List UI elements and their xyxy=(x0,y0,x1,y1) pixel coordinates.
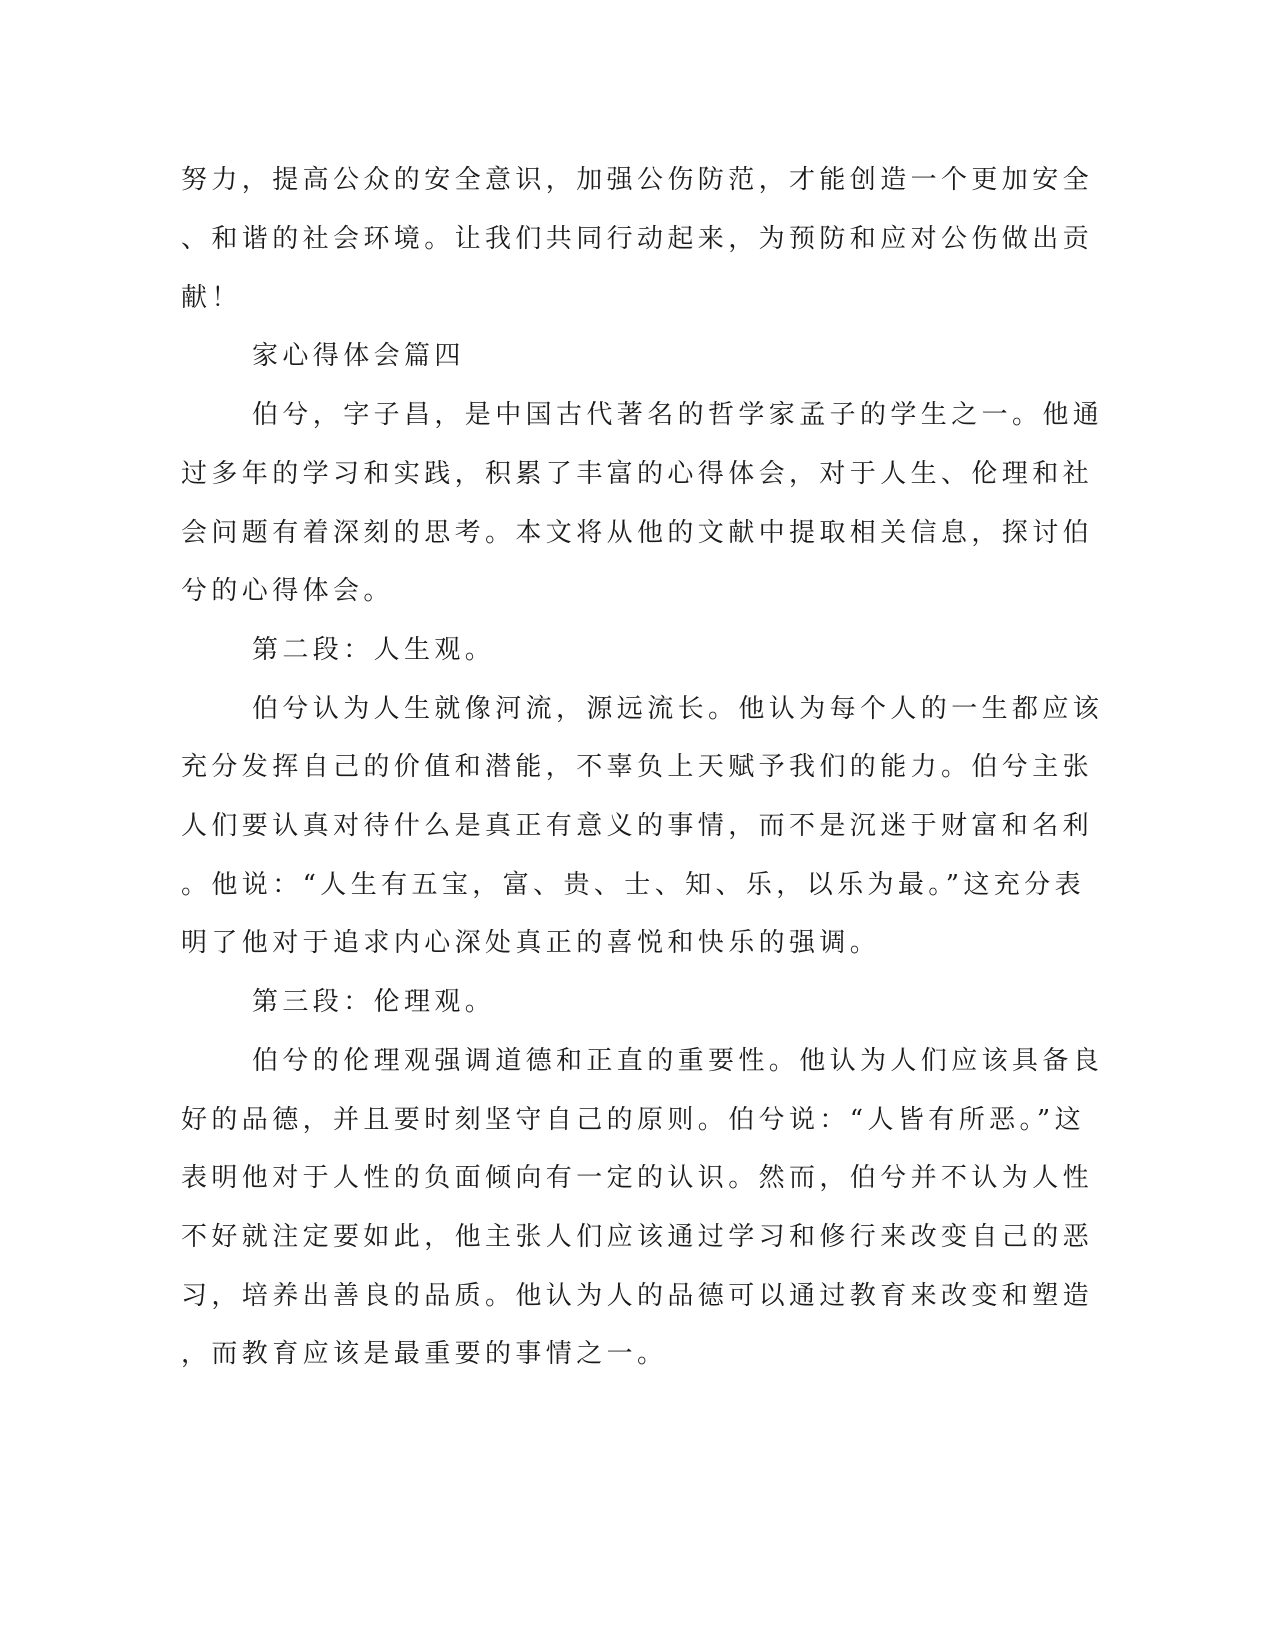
text-line: 过多年的学习和实践，积累了丰富的心得体会，对于人生、伦理和社 xyxy=(181,459,1094,489)
text-line: 伯兮，字子昌，是中国古代著名的哲学家孟子的学生之一。他通 xyxy=(252,400,1104,430)
text-line: 。他说：“人生有五宝，富、贵、士、知、乐，以乐为最。”这充分表 xyxy=(181,870,1085,900)
text-line: 会问题有着深刻的思考。本文将从他的文献中提取相关信息，探讨伯 xyxy=(181,518,1094,548)
text-line: ，而教育应该是最重要的事情之一。 xyxy=(181,1339,668,1369)
section-heading: 第二段：人生观。 xyxy=(252,635,496,665)
text-line: 明了他对于追求内心深处真正的喜悦和快乐的强调。 xyxy=(181,928,881,958)
section-heading: 第三段：伦理观。 xyxy=(252,987,496,1017)
text-line: 表明他对于人性的负面倾向有一定的认识。然而，伯兮并不认为人性 xyxy=(181,1163,1094,1193)
text-line: 人们要认真对待什么是真正有意义的事情，而不是沉迷于财富和名利 xyxy=(181,811,1094,841)
text-line: 、和谐的社会环境。让我们共同行动起来，为预防和应对公伤做出贡 xyxy=(181,224,1094,254)
text-line: 献！ xyxy=(181,283,242,313)
text-line: 兮的心得体会。 xyxy=(181,576,394,606)
text-line: 努力，提高公众的安全意识，加强公伤防范，才能创造一个更加安全 xyxy=(181,165,1094,195)
text-line: 好的品德，并且要时刻坚守自己的原则。伯兮说：“人皆有所恶。”这 xyxy=(181,1105,1085,1135)
text-line: 伯兮的伦理观强调道德和正直的重要性。他认为人们应该具备良 xyxy=(252,1046,1104,1076)
section-heading: 家心得体会篇四 xyxy=(252,341,465,371)
text-line: 伯兮认为人生就像河流，源远流长。他认为每个人的一生都应该 xyxy=(252,694,1104,724)
text-line: 充分发挥自己的价值和潜能，不辜负上天赋予我们的能力。伯兮主张 xyxy=(181,752,1094,782)
text-line: 不好就注定要如此，他主张人们应该通过学习和修行来改变自己的恶 xyxy=(181,1222,1094,1252)
text-line: 习，培养出善良的品质。他认为人的品德可以通过教育来改变和塑造 xyxy=(181,1281,1094,1311)
